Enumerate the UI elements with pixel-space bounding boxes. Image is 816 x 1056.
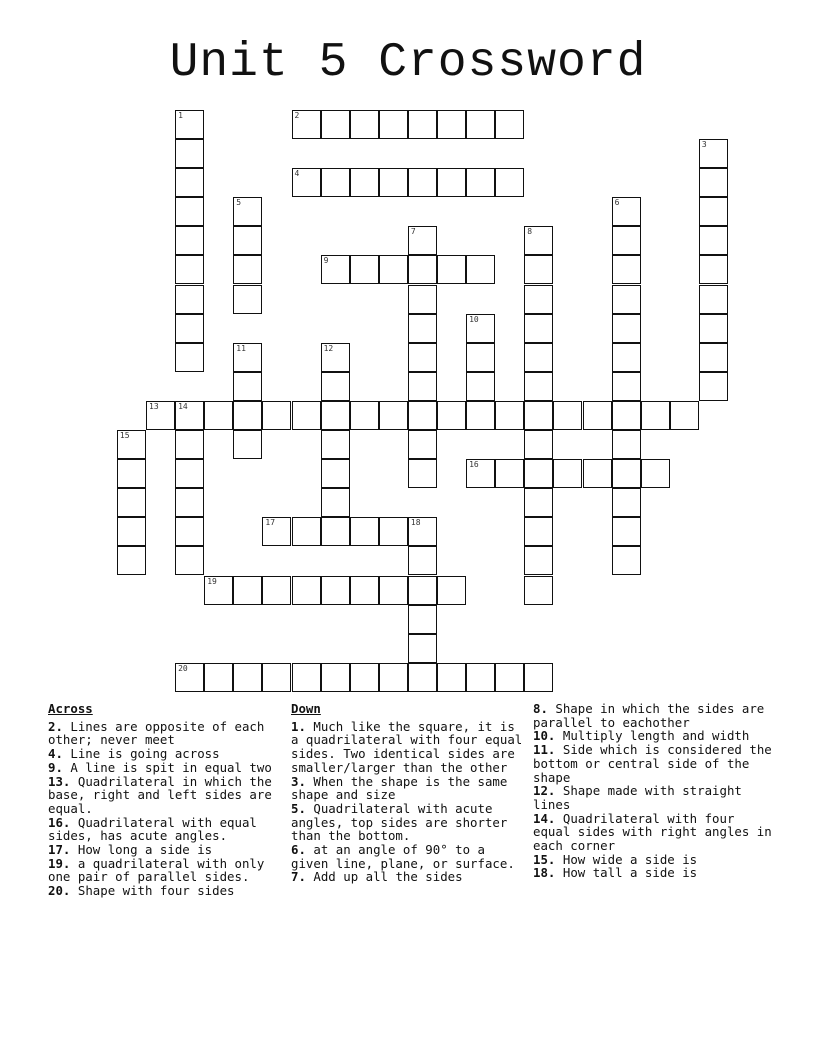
grid-cell[interactable]	[204, 663, 233, 692]
grid-cell[interactable]	[699, 226, 728, 255]
grid-cell[interactable]	[553, 459, 582, 488]
grid-cell[interactable]	[175, 488, 204, 517]
grid-cell[interactable]	[437, 255, 466, 284]
grid-cell[interactable]	[524, 226, 553, 255]
clue-item	[48, 761, 280, 775]
grid-cell[interactable]	[612, 285, 641, 314]
clue-text: Quadrilateral in which the base, right and left sides are equal.	[48, 773, 272, 816]
grid-cell[interactable]	[350, 255, 379, 284]
clue-text: How tall a side is	[562, 865, 698, 881]
grid-cell[interactable]	[262, 663, 291, 692]
grid-cell[interactable]	[524, 517, 553, 546]
grid-cell[interactable]	[583, 459, 612, 488]
grid-cell[interactable]	[292, 401, 321, 430]
grid-cell[interactable]	[233, 285, 262, 314]
grid-cell[interactable]	[466, 168, 495, 197]
grid-cell[interactable]	[233, 576, 262, 605]
cell-number: 13	[149, 401, 159, 411]
grid-cell[interactable]	[466, 110, 495, 139]
grid-cell[interactable]	[583, 401, 612, 430]
grid-cell[interactable]	[175, 517, 204, 546]
clue-item	[291, 775, 526, 802]
grid-cell[interactable]	[495, 459, 524, 488]
grid-cell[interactable]	[321, 576, 350, 605]
grid-cell[interactable]	[524, 372, 553, 401]
cell-number: 11	[236, 343, 246, 353]
clue-item	[533, 812, 773, 853]
grid-cell[interactable]	[437, 168, 466, 197]
grid-cell[interactable]	[175, 255, 204, 284]
grid-cell[interactable]	[408, 546, 437, 575]
grid-cell[interactable]	[321, 110, 350, 139]
grid-cell[interactable]	[175, 110, 204, 139]
clue-number: 4.	[48, 746, 63, 762]
across-heading: Across	[48, 701, 93, 716]
grid-cell[interactable]	[292, 576, 321, 605]
down-clue-list-continued	[533, 702, 773, 880]
grid-cell[interactable]	[117, 459, 146, 488]
clue-text: How long a side is	[77, 842, 213, 858]
grid-cell[interactable]	[524, 343, 553, 372]
grid-cell[interactable]	[379, 255, 408, 284]
cell-number: 14	[178, 401, 188, 411]
grid-cell[interactable]	[262, 576, 291, 605]
grid-cell[interactable]	[175, 314, 204, 343]
grid-cell[interactable]	[466, 401, 495, 430]
grid-cell[interactable]	[262, 401, 291, 430]
clue-text: Lines are opposite of each other; never meet	[48, 718, 265, 748]
grid-cell[interactable]	[379, 401, 408, 430]
cell-number: 10	[469, 314, 479, 324]
grid-cell[interactable]	[321, 372, 350, 401]
grid-cell[interactable]	[321, 401, 350, 430]
grid-cell[interactable]	[408, 343, 437, 372]
grid-cell[interactable]	[175, 343, 204, 372]
grid-cell[interactable]	[524, 576, 553, 605]
clue-text: Quadrilateral with acute angles, top sides are shorter than the bottom.	[291, 800, 508, 844]
down-clues	[291, 702, 526, 884]
clue-text: When the shape is the same shape and size	[291, 773, 508, 803]
grid-cell[interactable]	[321, 663, 350, 692]
clue-item	[291, 720, 526, 775]
grid-cell[interactable]	[350, 663, 379, 692]
grid-cell[interactable]	[175, 197, 204, 226]
grid-cell[interactable]	[204, 401, 233, 430]
grid-cell[interactable]	[466, 459, 495, 488]
clue-text: Line is going across	[70, 746, 220, 762]
grid-cell[interactable]	[175, 401, 204, 430]
clue-item	[533, 743, 773, 784]
grid-cell[interactable]	[321, 459, 350, 488]
grid-cell[interactable]	[699, 285, 728, 314]
grid-cell[interactable]	[670, 401, 699, 430]
grid-cell[interactable]	[175, 285, 204, 314]
grid-cell[interactable]	[612, 343, 641, 372]
down-clue-list	[291, 720, 526, 884]
grid-cell[interactable]	[408, 110, 437, 139]
across-clues	[48, 702, 280, 898]
cell-number: 4	[294, 169, 300, 179]
grid-cell[interactable]	[699, 372, 728, 401]
grid-cell[interactable]	[612, 401, 641, 430]
grid-cell[interactable]	[117, 546, 146, 575]
cell-number: 18	[410, 518, 421, 528]
cell-number: 20	[178, 663, 188, 673]
grid-cell[interactable]	[408, 459, 437, 488]
grid-cell[interactable]	[350, 517, 379, 546]
clue-item	[533, 784, 773, 811]
grid-cell[interactable]	[612, 546, 641, 575]
grid-cell[interactable]	[612, 459, 641, 488]
grid-cell[interactable]	[495, 168, 524, 197]
grid-cell[interactable]	[612, 314, 641, 343]
grid-cell[interactable]	[437, 110, 466, 139]
clue-item	[48, 857, 280, 884]
grid-cell[interactable]	[117, 488, 146, 517]
cell-number: 2	[294, 110, 300, 120]
clue-number: 7.	[291, 869, 306, 885]
cell-number: 17	[265, 518, 276, 528]
cell-number: 12	[323, 343, 334, 353]
grid-cell[interactable]	[350, 576, 379, 605]
grid-cell[interactable]	[408, 576, 437, 605]
grid-cell[interactable]	[175, 226, 204, 255]
grid-cell[interactable]	[292, 517, 321, 546]
grid-cell[interactable]	[175, 430, 204, 459]
grid-cell[interactable]	[699, 255, 728, 284]
grid-cell[interactable]	[146, 401, 175, 430]
clue-text: Quadrilateral with four equal sides with right angles in each corner	[533, 810, 772, 854]
clue-text: Shape in which the sides are parallel to eachother	[533, 701, 765, 730]
clue-item	[533, 866, 773, 880]
grid-cell[interactable]	[408, 168, 437, 197]
clue-number: 6.	[291, 842, 306, 858]
grid-cell[interactable]	[408, 255, 437, 284]
clue-number: 2.	[48, 718, 63, 734]
grid-cell[interactable]	[524, 546, 553, 575]
grid-cell[interactable]	[495, 401, 524, 430]
cell-number: 5	[236, 198, 242, 208]
grid-cell[interactable]	[437, 576, 466, 605]
grid-cell[interactable]	[233, 255, 262, 284]
grid-cell[interactable]	[379, 576, 408, 605]
grid-cell[interactable]	[379, 110, 408, 139]
grid-cell[interactable]	[379, 663, 408, 692]
grid-cell[interactable]	[408, 605, 437, 634]
clue-item	[48, 843, 280, 857]
cell-number: 7	[410, 227, 416, 237]
grid-cell[interactable]	[699, 168, 728, 197]
cell-number: 9	[323, 256, 329, 266]
grid-cell[interactable]	[321, 168, 350, 197]
clue-text: Add up all the sides	[313, 869, 463, 885]
clue-item	[291, 870, 526, 884]
grid-cell[interactable]	[612, 517, 641, 546]
grid-cell[interactable]	[524, 663, 553, 692]
grid-cell[interactable]	[204, 576, 233, 605]
clue-item	[48, 884, 280, 898]
clue-number: 19.	[48, 855, 71, 871]
cell-number: 1	[178, 110, 183, 120]
clue-number: 16.	[48, 814, 71, 830]
grid-cell[interactable]	[699, 314, 728, 343]
grid-cell[interactable]	[233, 343, 262, 372]
clue-text: How wide a side is	[562, 851, 698, 867]
grid-cell[interactable]	[175, 459, 204, 488]
grid-cell[interactable]	[612, 255, 641, 284]
clue-number: 10.	[533, 728, 556, 744]
clue-text: Shape with four sides	[77, 883, 235, 899]
clue-number: 11.	[533, 742, 556, 758]
clue-item	[291, 802, 526, 843]
grid-cell[interactable]	[524, 401, 553, 430]
clue-number: 8.	[533, 701, 548, 716]
grid-cell[interactable]	[321, 430, 350, 459]
grid-cell[interactable]	[233, 197, 262, 226]
clue-number: 1.	[291, 718, 306, 734]
grid-cell[interactable]	[612, 430, 641, 459]
grid-cell[interactable]	[641, 401, 670, 430]
grid-cell[interactable]	[524, 255, 553, 284]
grid-cell[interactable]	[495, 110, 524, 139]
grid-cell[interactable]	[262, 517, 291, 546]
grid-cell[interactable]	[408, 401, 437, 430]
grid-cell[interactable]	[699, 197, 728, 226]
grid-cell[interactable]	[553, 401, 582, 430]
cell-number: 15	[119, 431, 130, 440]
grid-cell[interactable]	[408, 226, 437, 255]
clue-number: 5.	[291, 800, 306, 816]
grid-cell[interactable]	[524, 285, 553, 314]
grid-cell[interactable]	[175, 546, 204, 575]
grid-cell[interactable]	[466, 314, 495, 343]
grid-cell[interactable]	[524, 430, 553, 459]
clue-item	[48, 816, 280, 843]
clue-number: 13.	[48, 773, 71, 789]
grid-cell[interactable]	[117, 517, 146, 546]
clue-item	[48, 747, 280, 761]
grid-cell[interactable]	[466, 255, 495, 284]
clue-number: 3.	[291, 773, 306, 789]
grid-cell[interactable]	[233, 372, 262, 401]
grid-cell[interactable]	[408, 663, 437, 692]
clue-item	[533, 729, 773, 743]
cell-number: 16	[469, 460, 479, 470]
clue-number: 18.	[533, 865, 556, 881]
clue-item	[48, 775, 280, 816]
grid-cell[interactable]	[641, 459, 670, 488]
across-clue-list	[48, 720, 280, 898]
clue-text: Much like the square, it is a quadrilateral with four equal sides. Two identical sides are smaller/larger than the other	[291, 718, 523, 775]
grid-cell[interactable]	[233, 430, 262, 459]
grid-cell[interactable]	[524, 459, 553, 488]
grid-cell[interactable]	[350, 401, 379, 430]
clue-text: a quadrilateral with only one pair of parallel sides.	[48, 855, 265, 885]
grid-cell[interactable]	[408, 634, 437, 663]
clue-item	[533, 702, 773, 729]
grid-cell[interactable]	[321, 517, 350, 546]
grid-cell[interactable]	[524, 488, 553, 517]
clue-number: 20.	[48, 883, 71, 899]
clue-text: Shape made with straight lines	[533, 783, 742, 812]
clue-number: 12.	[533, 783, 556, 799]
grid-cell[interactable]	[524, 314, 553, 343]
grid-cell[interactable]	[612, 197, 641, 226]
grid-cell[interactable]	[321, 343, 350, 372]
grid-cell[interactable]	[233, 663, 262, 692]
grid-cell[interactable]	[321, 488, 350, 517]
grid-cell[interactable]	[437, 401, 466, 430]
grid-cell[interactable]	[466, 372, 495, 401]
clue-item	[48, 720, 280, 747]
grid-cell[interactable]	[292, 168, 321, 197]
grid-cell[interactable]	[379, 168, 408, 197]
cell-number: 3	[701, 140, 707, 149]
grid-cell[interactable]	[408, 517, 437, 546]
clue-text: at an angle of 90° to a given line, plane, or surface.	[291, 842, 515, 871]
clue-item	[291, 843, 526, 870]
clue-text: Side which is considered the bottom or central side of the shape	[533, 742, 772, 785]
clue-text: Multiply length and width	[562, 728, 750, 744]
clue-item	[533, 853, 773, 867]
grid-cell[interactable]	[699, 343, 728, 372]
cell-number: 19	[207, 576, 217, 586]
grid-cell[interactable]	[175, 663, 204, 692]
grid-cell[interactable]	[699, 139, 728, 168]
grid-cell[interactable]	[292, 663, 321, 692]
grid-cell[interactable]	[408, 430, 437, 459]
page-title: Unit 5 Crossword	[169, 36, 647, 90]
grid-cell[interactable]	[408, 285, 437, 314]
grid-cell[interactable]	[495, 663, 524, 692]
clue-number: 17.	[48, 842, 71, 858]
grid-cell[interactable]	[612, 488, 641, 517]
grid-cell[interactable]	[292, 110, 321, 139]
clue-text: Quadrilateral with equal sides, has acute angles.	[48, 814, 257, 844]
grid-cell[interactable]	[175, 168, 204, 197]
cell-number: 8	[527, 227, 533, 237]
clue-text: A line is spit in equal two	[70, 759, 272, 775]
grid-cell[interactable]	[350, 168, 379, 197]
grid-cell[interactable]	[233, 401, 262, 430]
grid-cell[interactable]	[175, 139, 204, 168]
clue-number: 9.	[48, 759, 63, 775]
grid-cell[interactable]	[117, 430, 146, 459]
grid-cell[interactable]	[379, 517, 408, 546]
clue-number: 14.	[533, 810, 556, 826]
grid-cell[interactable]	[612, 226, 641, 255]
down-heading: Down	[291, 701, 321, 716]
grid-cell[interactable]	[350, 110, 379, 139]
clue-number: 15.	[533, 851, 556, 867]
grid-cell[interactable]	[612, 372, 641, 401]
grid-cell[interactable]	[233, 226, 262, 255]
cell-number: 6	[614, 198, 620, 208]
grid-cell[interactable]	[321, 255, 350, 284]
grid-cell[interactable]	[466, 343, 495, 372]
down-clues-continued	[533, 702, 773, 880]
grid-cell[interactable]	[466, 663, 495, 692]
grid-cell[interactable]	[437, 663, 466, 692]
grid-cell[interactable]	[408, 314, 437, 343]
grid-cell[interactable]	[408, 372, 437, 401]
